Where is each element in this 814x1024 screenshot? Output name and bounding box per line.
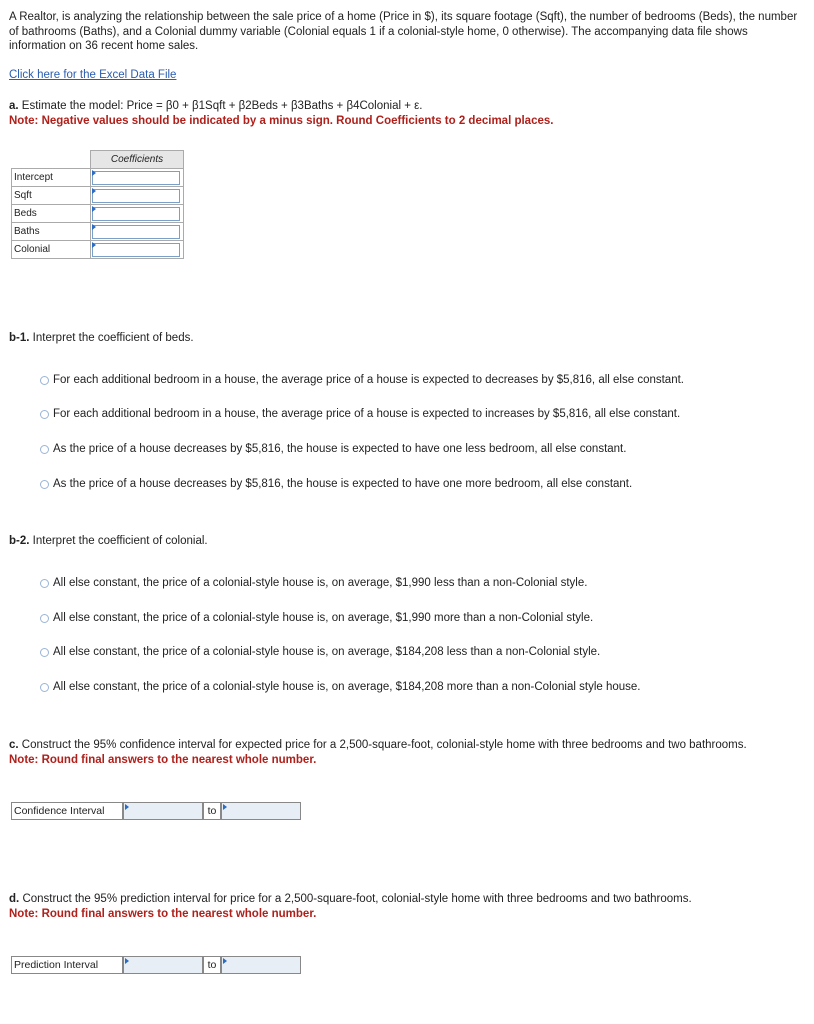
coefficients-table [11, 150, 184, 259]
answer-flag-icon [223, 958, 227, 964]
part-d-question [9, 892, 799, 921]
part-c-label: c. [9, 739, 19, 751]
answer-flag-icon [125, 958, 129, 964]
part-b1-label: b-1. [9, 332, 30, 344]
answer-flag-icon [223, 804, 227, 810]
part-d-text: Construct the 95% prediction interval for price for a 2,500-square-foot, colonial-style home with three bedrooms and two bathrooms. [22, 893, 692, 905]
b2-option-3[interactable] [40, 646, 600, 658]
option-text: All else constant, the price of a colonial-style house is, on average, $1,990 more than a non-Colonial style. [53, 612, 594, 624]
part-d-note: Note: Round final answers to the nearest whole number. [9, 907, 317, 920]
coefficients-header: Coefficients [91, 151, 184, 169]
sqft-input[interactable] [92, 189, 180, 203]
prediction-upper-input[interactable] [221, 956, 301, 974]
b1-option-1[interactable] [40, 374, 684, 386]
option-text: As the price of a house decreases by $5,816, the house is expected to have one less bedroom, all else constant. [53, 443, 627, 455]
part-b1-text: Interpret the coefficient of beds. [32, 332, 194, 344]
row-label-colonial: Colonial [12, 241, 91, 259]
table-corner [12, 151, 91, 169]
option-text: All else constant, the price of a colonial-style house is, on average, $1,990 less than a non-Colonial style. [53, 577, 588, 589]
part-b2-question [9, 534, 799, 549]
prediction-interval-row [11, 956, 301, 974]
radio-button[interactable] [40, 410, 49, 419]
confidence-interval-label: Confidence Interval [11, 802, 123, 820]
part-c-text: Construct the 95% confidence interval for expected price for a 2,500-square-foot, colonial-style home with three bedrooms and two bathrooms. [21, 739, 747, 751]
option-text: As the price of a house decreases by $5,816, the house is expected to have one more bedroom, all else constant. [53, 478, 633, 490]
answer-flag-icon [125, 804, 129, 810]
row-label-sqft: Sqft [12, 187, 91, 205]
row-label-beds: Beds [12, 205, 91, 223]
excel-data-link[interactable]: Click here for the Excel Data File [9, 69, 177, 81]
confidence-interval-row [11, 802, 301, 820]
table-row [12, 205, 184, 223]
part-c-note: Note: Round final answers to the nearest whole number. [9, 753, 317, 766]
row-label-intercept: Intercept [12, 169, 91, 187]
b2-option-2[interactable] [40, 612, 593, 624]
radio-button[interactable] [40, 648, 49, 657]
part-a-text: Estimate the model: Price = β0 + β1Sqft + β2Beds + β3Baths + β4Colonial + ε. [21, 100, 423, 112]
part-a-question [9, 99, 799, 128]
table-row [12, 241, 184, 259]
answer-flag-icon [92, 170, 96, 176]
part-c-question [9, 738, 799, 767]
part-b2-text: Interpret the coefficient of colonial. [32, 535, 208, 547]
beds-input[interactable] [92, 207, 180, 221]
radio-button[interactable] [40, 480, 49, 489]
radio-button[interactable] [40, 614, 49, 623]
interval-to-label: to [203, 802, 221, 820]
problem-intro: A Realtor, is analyzing the relationship between the sale price of a home (Price in $), its square footage (Sqft), the number of bedrooms (Beds), the number of bathrooms (Baths), and a Colonial dummy variable (Colonial equals 1 if a colonial-style home, 0 otherwise). The accompanying data file shows information on 36 recent home sales. [9, 11, 798, 52]
part-d-label: d. [9, 893, 20, 905]
option-text: For each additional bedroom in a house, the average price of a house is expected to increases by $5,816, all else constant. [53, 408, 681, 420]
colonial-input[interactable] [92, 243, 180, 257]
prediction-interval-label: Prediction Interval [11, 956, 123, 974]
b2-option-4[interactable] [40, 681, 641, 693]
table-row [12, 223, 184, 241]
table-row [12, 187, 184, 205]
option-text: All else constant, the price of a colonial-style house is, on average, $184,208 less than a non-Colonial style. [53, 646, 601, 658]
answer-flag-icon [92, 242, 96, 248]
part-a-label: a. [9, 100, 19, 112]
b2-option-1[interactable] [40, 577, 587, 589]
option-text: All else constant, the price of a colonial-style house is, on average, $184,208 more than a non-Colonial style house. [53, 681, 641, 693]
option-text: For each additional bedroom in a house, the average price of a house is expected to decreases by $5,816, all else constant. [53, 374, 684, 386]
radio-button[interactable] [40, 445, 49, 454]
b1-option-2[interactable] [40, 408, 680, 420]
row-label-baths: Baths [12, 223, 91, 241]
confidence-lower-input[interactable] [123, 802, 203, 820]
radio-button[interactable] [40, 376, 49, 385]
table-row [12, 169, 184, 187]
radio-button[interactable] [40, 683, 49, 692]
interval-to-label: to [203, 956, 221, 974]
part-b2-label: b-2. [9, 535, 30, 547]
answer-flag-icon [92, 224, 96, 230]
radio-button[interactable] [40, 579, 49, 588]
b1-option-3[interactable] [40, 443, 626, 455]
answer-flag-icon [92, 206, 96, 212]
intercept-input[interactable] [92, 171, 180, 185]
part-a-note: Note: Negative values should be indicated by a minus sign. Round Coefficients to 2 decimal places. [9, 114, 554, 127]
part-b1-question [9, 331, 799, 346]
answer-flag-icon [92, 188, 96, 194]
b1-option-4[interactable] [40, 478, 632, 490]
baths-input[interactable] [92, 225, 180, 239]
prediction-lower-input[interactable] [123, 956, 203, 974]
confidence-upper-input[interactable] [221, 802, 301, 820]
